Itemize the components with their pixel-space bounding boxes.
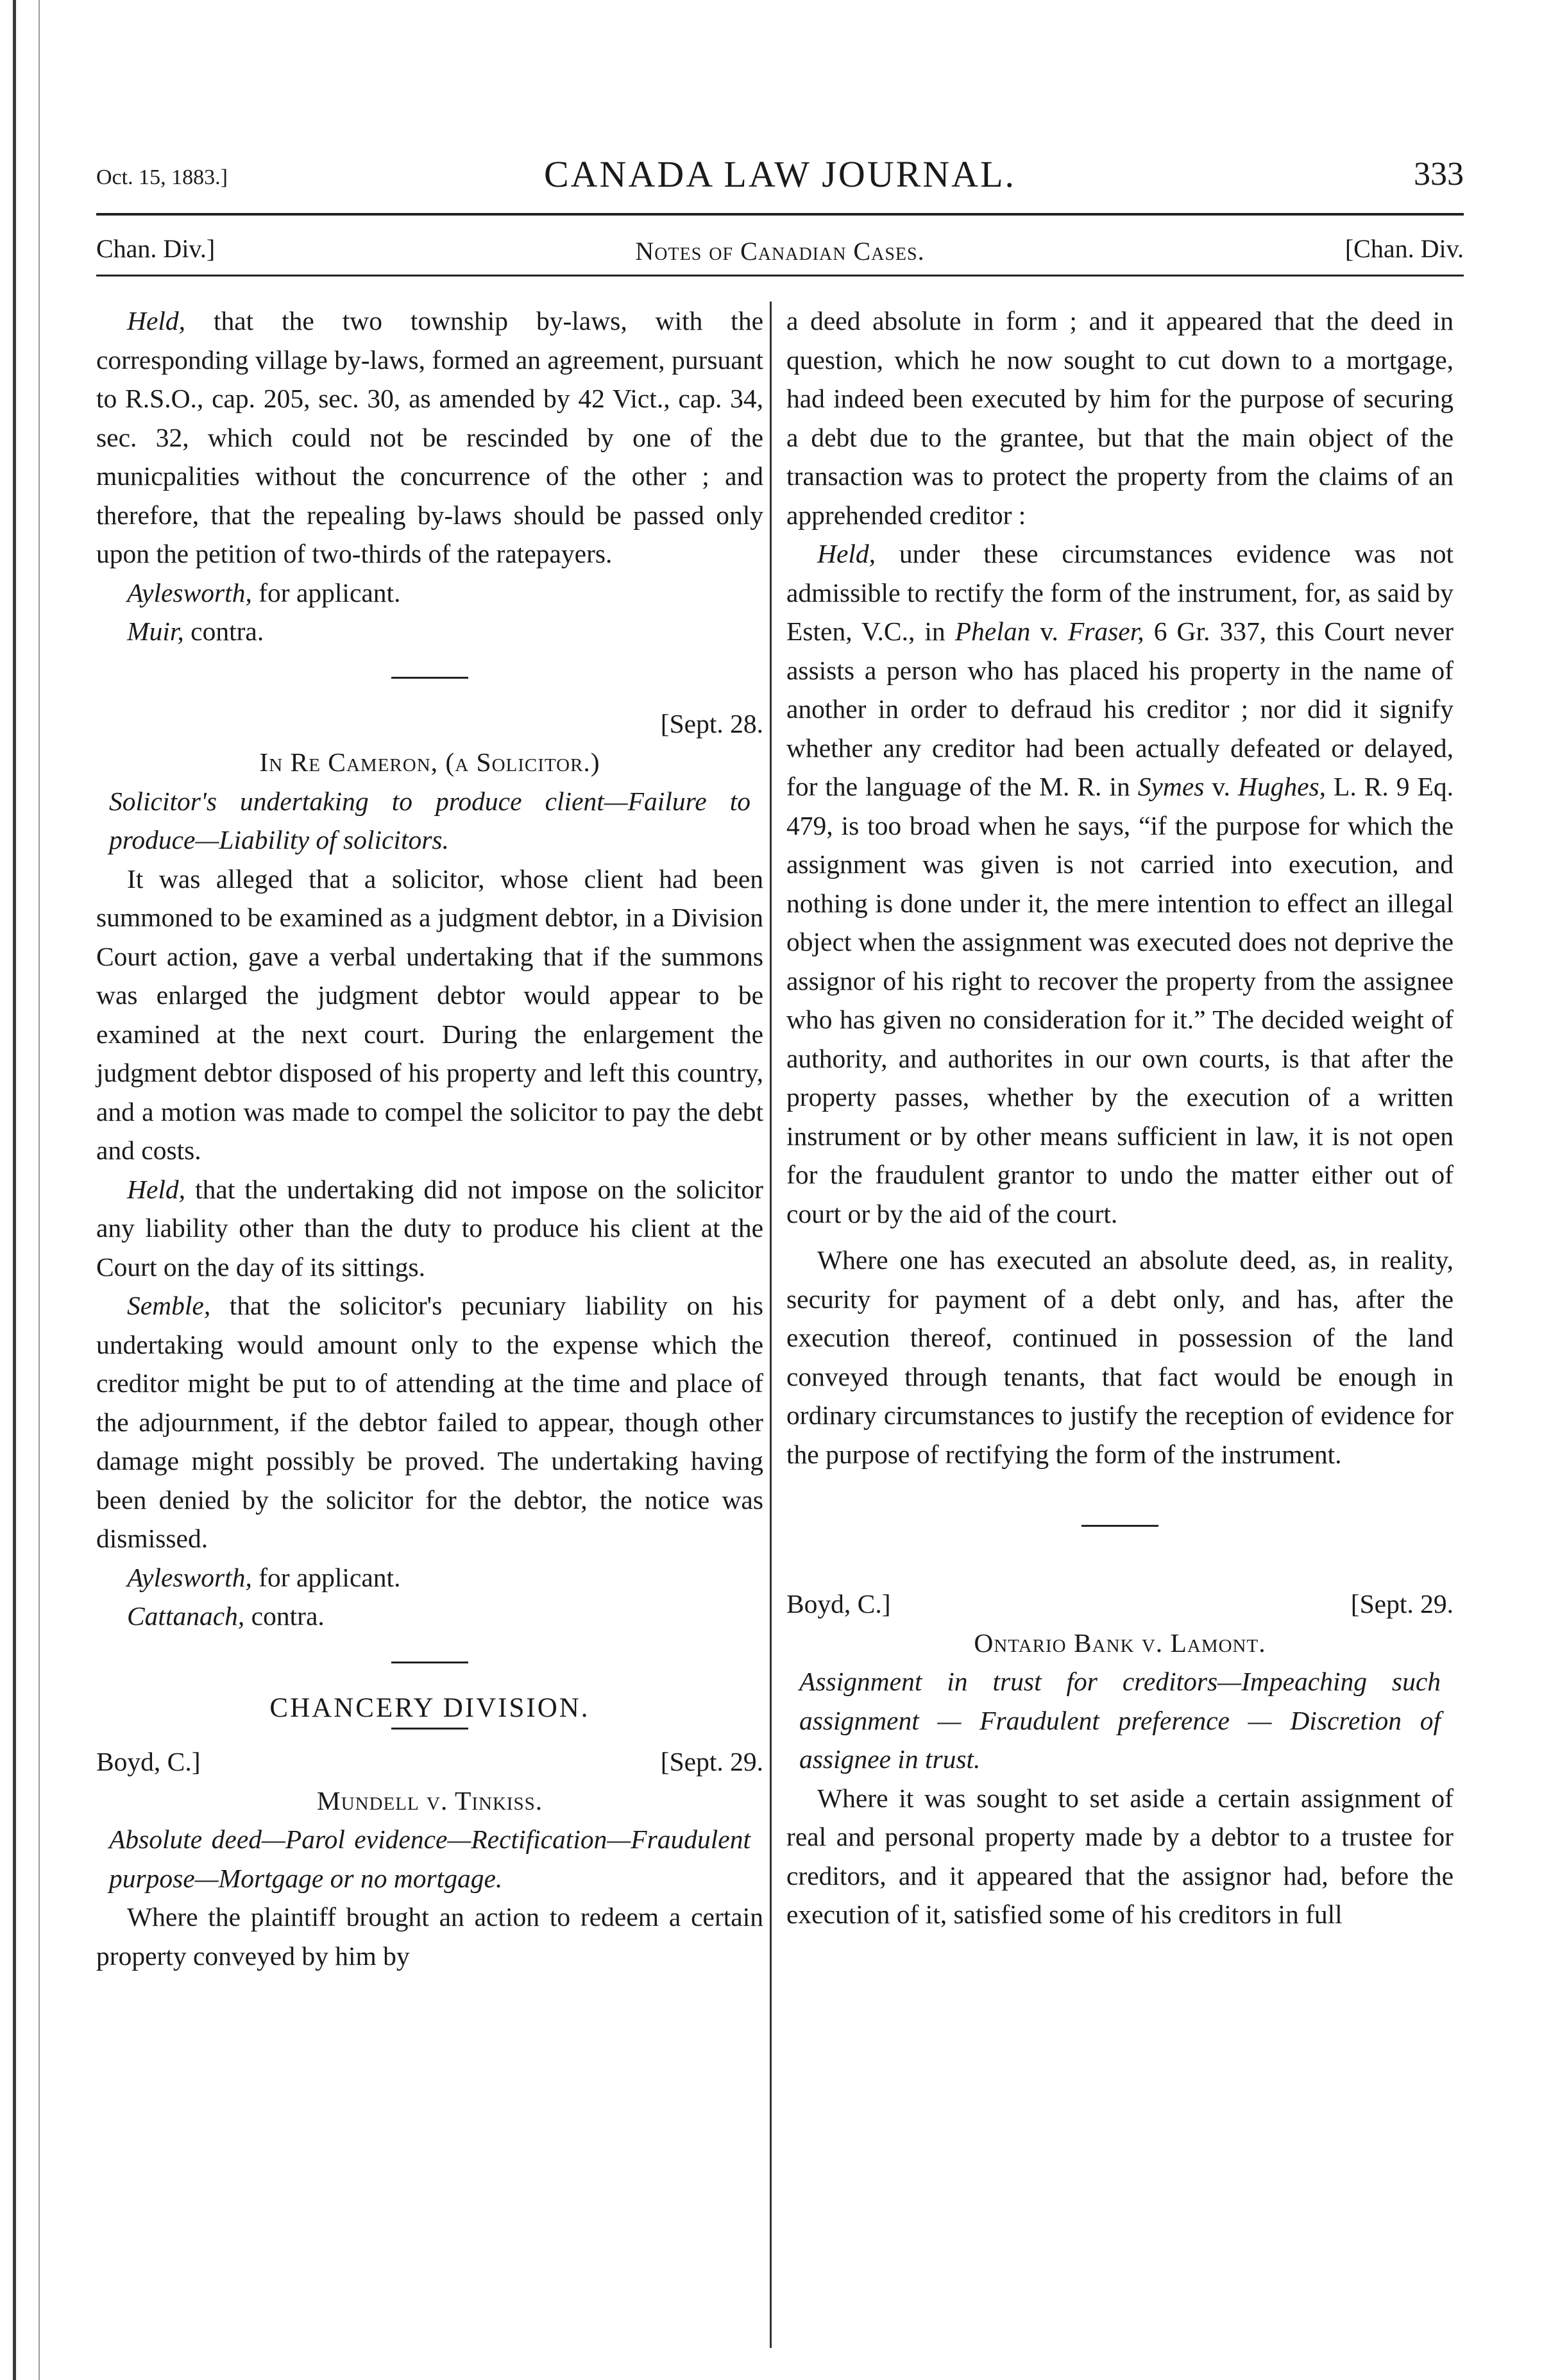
- paragraph-text: L. R. 9 Eq. 479, is too broad when he says, “if the purpose for which the assignment was given is not carried into execution, and nothing is done under it, the mere intention to effect an illegal object when the assignment was executed does not deprive the assignor of his right to recover the property from the assignee who has given no consideration for it.” The decided weight of authority, and authorites in our own courts, is that after the property passes, whether by the execution of a written instrument or by other means sufficient in law, it is not open for the fraudulent grantor to undo the matter either out of court or by the aid of the court.: [786, 772, 1454, 1228]
- counsel-line: [96, 612, 763, 651]
- paragraph-text: 6 Gr. 337, this Court never assists a person who has placed his property in the name of another in order to defraud his creditor ; nor did it signify whether any creditor had been actually defeated or delayed, for the language of the M. R. in: [786, 616, 1454, 801]
- header-rule: [96, 213, 1464, 216]
- case-judge: Boyd, C.]: [786, 1589, 891, 1619]
- case-judge-line: [96, 1742, 763, 1781]
- subhead-rule: [96, 275, 1464, 276]
- paragraph: [96, 1170, 763, 1287]
- paragraph: It was alleged that a solicitor, whose client had been summoned to be examined as a judgment debtor, in a Division Court action, gave a verbal undertaking that if the summons was enlarged the judgment debtor would appear to be examined at the next court. During the enlargement the judgment debtor disposed of his property and left this country, and a motion was made to compel the solicitor to pay the debt and costs.: [96, 863, 763, 1165]
- paragraph: [786, 534, 1454, 1233]
- paragraph-text: under these circumstances evidence was not admissible to rectify the form of the instrument, for, as said by Esten, V.C., in: [786, 539, 1454, 646]
- held-label: Held,: [817, 539, 876, 568]
- case-name: Hughes,: [1237, 772, 1327, 801]
- paragraph-text: that the solicitor's pecuniary liability on his undertaking would amount only to the expense which the creditor might be put to of attending at the time and place of the adjournment, if the debtor failed to appear, though other damage might possibly be proved. The undertaking having been denied by the solicitor for the debtor, the notice was dismissed.: [96, 1291, 763, 1553]
- case-name: Phelan: [954, 616, 1031, 646]
- case-headnote: Assignment in trust for creditors—Impeaching such assignment — Fraudulent preference — Discretion of assignee in trust.: [799, 1667, 1441, 1774]
- counsel-role: contra.: [183, 616, 264, 646]
- case-judge-line: [786, 1585, 1454, 1624]
- column-divider: [770, 302, 772, 2348]
- case-title: In Re Cameron, (a Solicitor.): [259, 747, 600, 777]
- case-headnote: Solicitor's undertaking to produce client—Failure to produce—Liability of solicitors.: [109, 786, 750, 854]
- case-headnote: Absolute deed—Parol evidence—Rectification—Fraudulent purpose—Mortgage or no mortgage.: [109, 1824, 750, 1893]
- held-label: Held,: [127, 306, 186, 336]
- right-column: [786, 302, 1454, 1934]
- paragraph-text: that the undertaking did not impose on the solicitor any liability other than the duty to produce his client at the Court on the day of its sittings.: [96, 1174, 763, 1282]
- journal-title: CANADA LAW JOURNAL.: [543, 153, 1016, 195]
- counsel-name: Aylesworth,: [127, 1562, 252, 1592]
- counsel-name: Aylesworth,: [127, 577, 252, 608]
- case-date: [Sept. 29.: [1350, 1589, 1454, 1619]
- case-title: Ontario Bank v. Lamont.: [974, 1628, 1266, 1658]
- counsel-name: Cattanach,: [127, 1601, 245, 1631]
- section-dash: [391, 1728, 468, 1730]
- issue-date: Oct. 15, 1883.]: [96, 166, 228, 189]
- case-date: [Sept. 29.: [660, 1747, 763, 1776]
- paragraph: Where it was sought to set aside a certain assignment of real and personal property made by a debtor to a trustee for creditors, and it appeared that the assignor had, before the execution of it, satisfied some of his creditors in full: [786, 1783, 1454, 1929]
- binding-edge-inner: [38, 0, 40, 2380]
- counsel-name: Muir,: [127, 616, 184, 646]
- counsel-role: contra.: [244, 1601, 325, 1631]
- counsel-line: [96, 1558, 763, 1597]
- case-date: [Sept. 28.: [660, 708, 763, 738]
- paragraph: a deed absolute in form ; and it appeared that the deed in question, which he now sought to cut down to a mortgage, had indeed been executed by him for the purpose of securing a debt due to the grantee, but that the main object of the transaction was to protect the property from the claims of an apprehended creditor :: [786, 306, 1454, 530]
- paragraph-text: v.: [1030, 616, 1068, 646]
- counsel-role: for applicant.: [251, 577, 401, 608]
- section-right: [Chan. Div.: [1344, 234, 1464, 263]
- case-name: Symes: [1137, 772, 1205, 801]
- section-left: Chan. Div.]: [96, 234, 216, 263]
- left-column: [96, 302, 763, 1975]
- case-name: Fraser,: [1067, 616, 1144, 646]
- semble-label: Semble,: [127, 1291, 211, 1320]
- paragraph-text: v.: [1204, 772, 1238, 801]
- section-center: Notes of Canadian Cases.: [635, 237, 925, 266]
- case-judge: Boyd, C.]: [96, 1747, 201, 1776]
- case-title: Mundell v. Tinkiss.: [316, 1785, 543, 1815]
- paragraph: [96, 302, 763, 574]
- paragraph: Where the plaintiff brought an action to redeem a certain property conveyed by him by: [96, 1902, 763, 1971]
- running-head: [96, 146, 1464, 198]
- section-dash: [1081, 1525, 1158, 1527]
- paragraph: Where one has executed an absolute deed, as, in reality, security for payment of a debt only, and has, after the execution thereof, continued in possession of the land conveyed through tenants, that fact would be enough in ordinary circumstances to justify the reception of evidence for the purpose of rectifying the form of the instrument.: [786, 1245, 1454, 1469]
- held-label: Held,: [127, 1174, 186, 1204]
- division-heading: CHANCERY DIVISION.: [269, 1692, 590, 1723]
- paragraph-text: that the two township by-laws, with the corresponding village by-laws, formed an agreement, pursuant to R.S.O., cap. 205, sec. 30, as amended by 42 Vict., cap. 34, sec. 32, which could not be rescinded by one of the municpalities without the concurrence of the other ; and therefore, that the repealing by-laws should be passed only upon the petition of two-thirds of the ratepayers.: [96, 306, 763, 568]
- paragraph: [96, 1286, 763, 1558]
- section-dash: [391, 677, 468, 679]
- counsel-line: [96, 1597, 763, 1636]
- binding-edge: [13, 0, 16, 2380]
- page-number: 333: [1414, 156, 1464, 192]
- counsel-line: [96, 574, 763, 613]
- section-subhead: [96, 225, 1464, 269]
- counsel-role: for applicant.: [251, 1562, 401, 1592]
- section-dash: [391, 1662, 468, 1663]
